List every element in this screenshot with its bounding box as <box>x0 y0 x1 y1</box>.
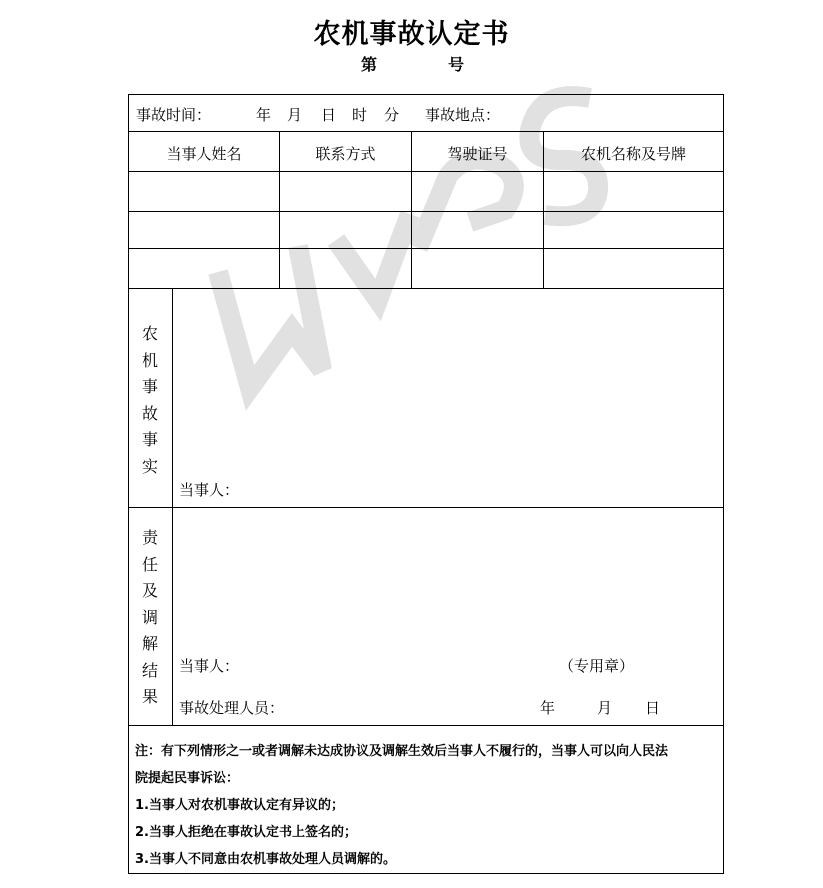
table-cell[interactable] <box>544 172 723 211</box>
label-char: 事 <box>141 377 158 396</box>
table-row <box>129 249 723 288</box>
day-label: 日 <box>321 106 337 124</box>
facts-section-label <box>140 321 160 480</box>
table-cell[interactable] <box>129 212 279 248</box>
row-divider <box>129 725 723 726</box>
note-line-2: 院提起民事诉讼： <box>135 771 240 786</box>
table-cell[interactable] <box>280 172 411 211</box>
label-char: 调 <box>141 607 158 627</box>
number-prefix: 第 <box>361 55 378 74</box>
table-cell[interactable] <box>412 172 543 211</box>
table-cell[interactable] <box>280 249 411 288</box>
facts-party-label: 当事人： <box>179 481 240 499</box>
header-contact: 联系方式 <box>315 145 376 163</box>
hour-label: 时 <box>352 106 368 124</box>
label-char: 责 <box>141 528 158 547</box>
table-cell[interactable] <box>544 249 723 288</box>
note-line-1: 注：有下列情形之一或者调解未达成协议及调解生效后当事人不履行的，当事人可以向人民法 <box>135 744 669 759</box>
section-label-divider <box>172 288 173 725</box>
note-item-1: 1.当事人对农机事故认定有异议的； <box>135 798 344 813</box>
note-item-3: 3.当事人不同意由农机事故处理人员调解的。 <box>135 852 396 867</box>
label-char: 实 <box>141 456 158 476</box>
label-char: 结 <box>141 660 158 680</box>
row-divider <box>129 288 723 289</box>
note-item-2: 2.当事人拒绝在事故认定书上签名的； <box>135 825 357 840</box>
row-divider <box>129 507 723 508</box>
label-char: 事 <box>141 430 158 449</box>
table-cell[interactable] <box>280 212 411 248</box>
official-seal-label: （专用章） <box>559 657 635 675</box>
row-divider <box>129 131 723 132</box>
label-char: 农 <box>141 324 158 343</box>
table-row <box>129 212 723 248</box>
month-label: 月 <box>597 699 613 717</box>
header-license-number: 驾驶证号 <box>447 145 508 163</box>
header-machine-plate: 农机名称及号牌 <box>580 145 686 163</box>
label-char: 机 <box>141 350 158 370</box>
handler-label: 事故处理人员： <box>179 699 285 717</box>
year-label: 年 <box>256 106 272 124</box>
number-suffix: 号 <box>448 55 465 74</box>
day-label: 日 <box>645 699 661 717</box>
result-party-label: 当事人： <box>179 657 240 675</box>
table-cell[interactable] <box>412 249 543 288</box>
table-cell[interactable] <box>129 172 279 211</box>
year-label: 年 <box>540 699 556 717</box>
header-party-name: 当事人姓名 <box>166 145 242 163</box>
minute-label: 分 <box>384 106 400 124</box>
label-char: 及 <box>141 581 158 600</box>
table-cell[interactable] <box>544 212 723 248</box>
label-char: 故 <box>141 403 158 423</box>
document-title: 农机事故认定书 <box>313 19 510 50</box>
label-char: 任 <box>141 554 158 574</box>
accident-location-label: 事故地点： <box>425 106 501 124</box>
table-cell[interactable] <box>129 249 279 288</box>
label-char: 解 <box>141 634 158 653</box>
accident-time-label: 事故时间： <box>136 106 212 124</box>
result-section-label <box>140 525 160 711</box>
table-cell[interactable] <box>412 212 543 248</box>
table-row <box>129 172 723 211</box>
label-char: 果 <box>141 687 158 706</box>
form-frame <box>128 94 724 874</box>
month-label: 月 <box>287 106 303 124</box>
